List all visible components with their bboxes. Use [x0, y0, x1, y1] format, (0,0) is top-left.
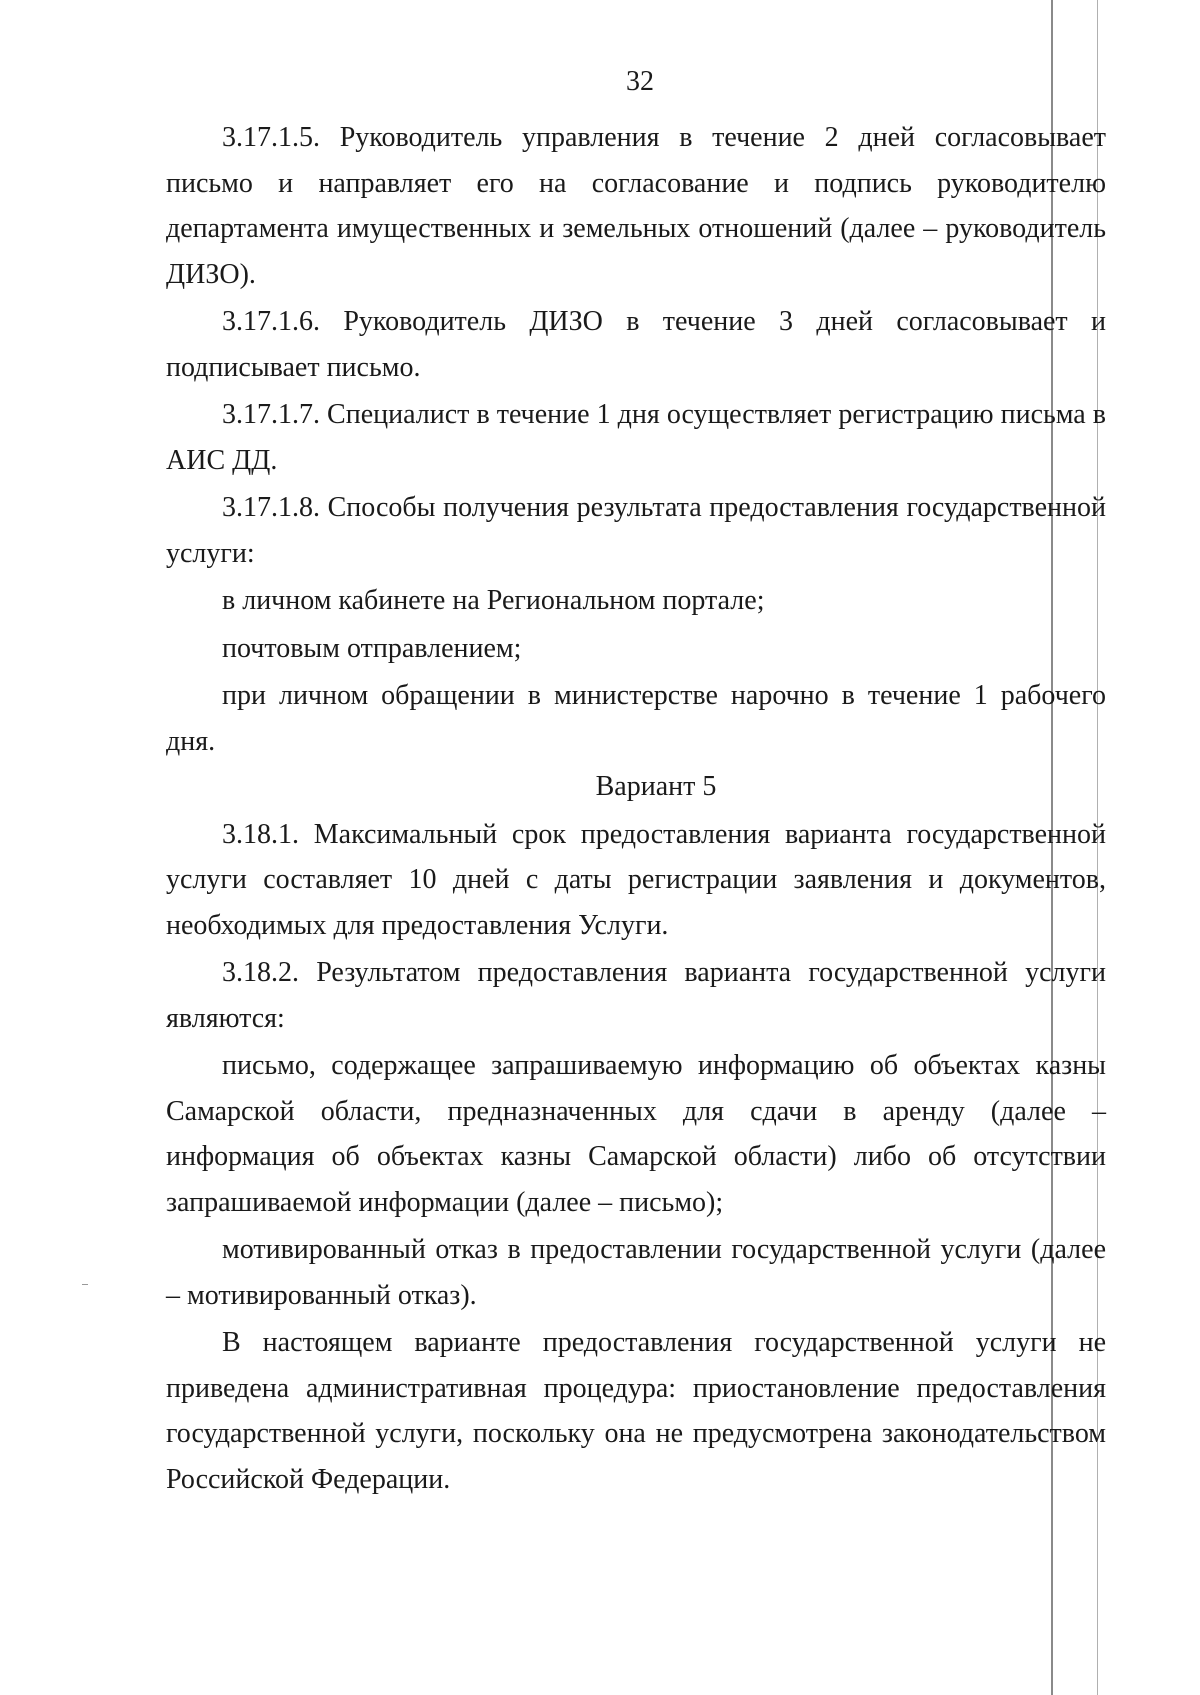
list-item-postal: почтовым отправлением;	[222, 632, 522, 664]
document-body	[166, 115, 1106, 1502]
paragraph-3-17-1-6: 3.17.1.6. Руководитель ДИЗО в течение 3 дней согласовывает и подписывает письмо.	[166, 306, 1106, 383]
scan-artifact-speck	[82, 1284, 88, 1285]
list-item-in-person: при личном обращении в министерстве нарочно в течение 1 рабочего дня.	[166, 680, 1106, 757]
paragraph-3-17-1-5: 3.17.1.5. Руководитель управления в течение 2 дней согласовывает письмо и направляет его на согласование и подпись руководителю департамента имущественных и земельных отношений (далее – руководитель ДИЗО).	[166, 122, 1106, 290]
paragraph-no-suspension: В настоящем варианте предоставления государственной услуги не приведена административная процедура: приостановление предоставления государственной услуги, поскольку она не предусмотрена законодательством Российской Федерации.	[166, 1327, 1106, 1495]
section-heading-variant-5: Вариант 5	[595, 771, 717, 802]
list-item-personal-cabinet: в личном кабинете на Региональном портале;	[222, 585, 765, 616]
list-item-letter: письмо, содержащее запрашиваемую информацию об объектах казны Самарской области, предназначенных для сдачи в аренду (далее – информация об объектах казны Самарской области) либо об отсутствии запрашиваемой информации (далее – письмо);	[166, 1050, 1106, 1218]
page-number: 32	[626, 66, 654, 97]
paragraph-3-17-1-8: 3.17.1.8. Способы получения результата предоставления государственной услуги:	[166, 492, 1106, 569]
list-item-refusal: мотивированный отказ в предоставлении государственной услуги (далее – мотивированный отказ).	[166, 1234, 1106, 1311]
paragraph-3-18-2: 3.18.2. Результатом предоставления варианта государственной услуги являются:	[166, 957, 1106, 1034]
paragraph-3-18-1: 3.18.1. Максимальный срок предоставления варианта государственной услуги составляет 10 дней с даты регистрации заявления и документов, необходимых для предоставления Услуги.	[166, 818, 1106, 941]
paragraph-3-17-1-7: 3.17.1.7. Специалист в течение 1 дня осуществляет регистрацию письма в АИС ДД.	[166, 399, 1106, 476]
